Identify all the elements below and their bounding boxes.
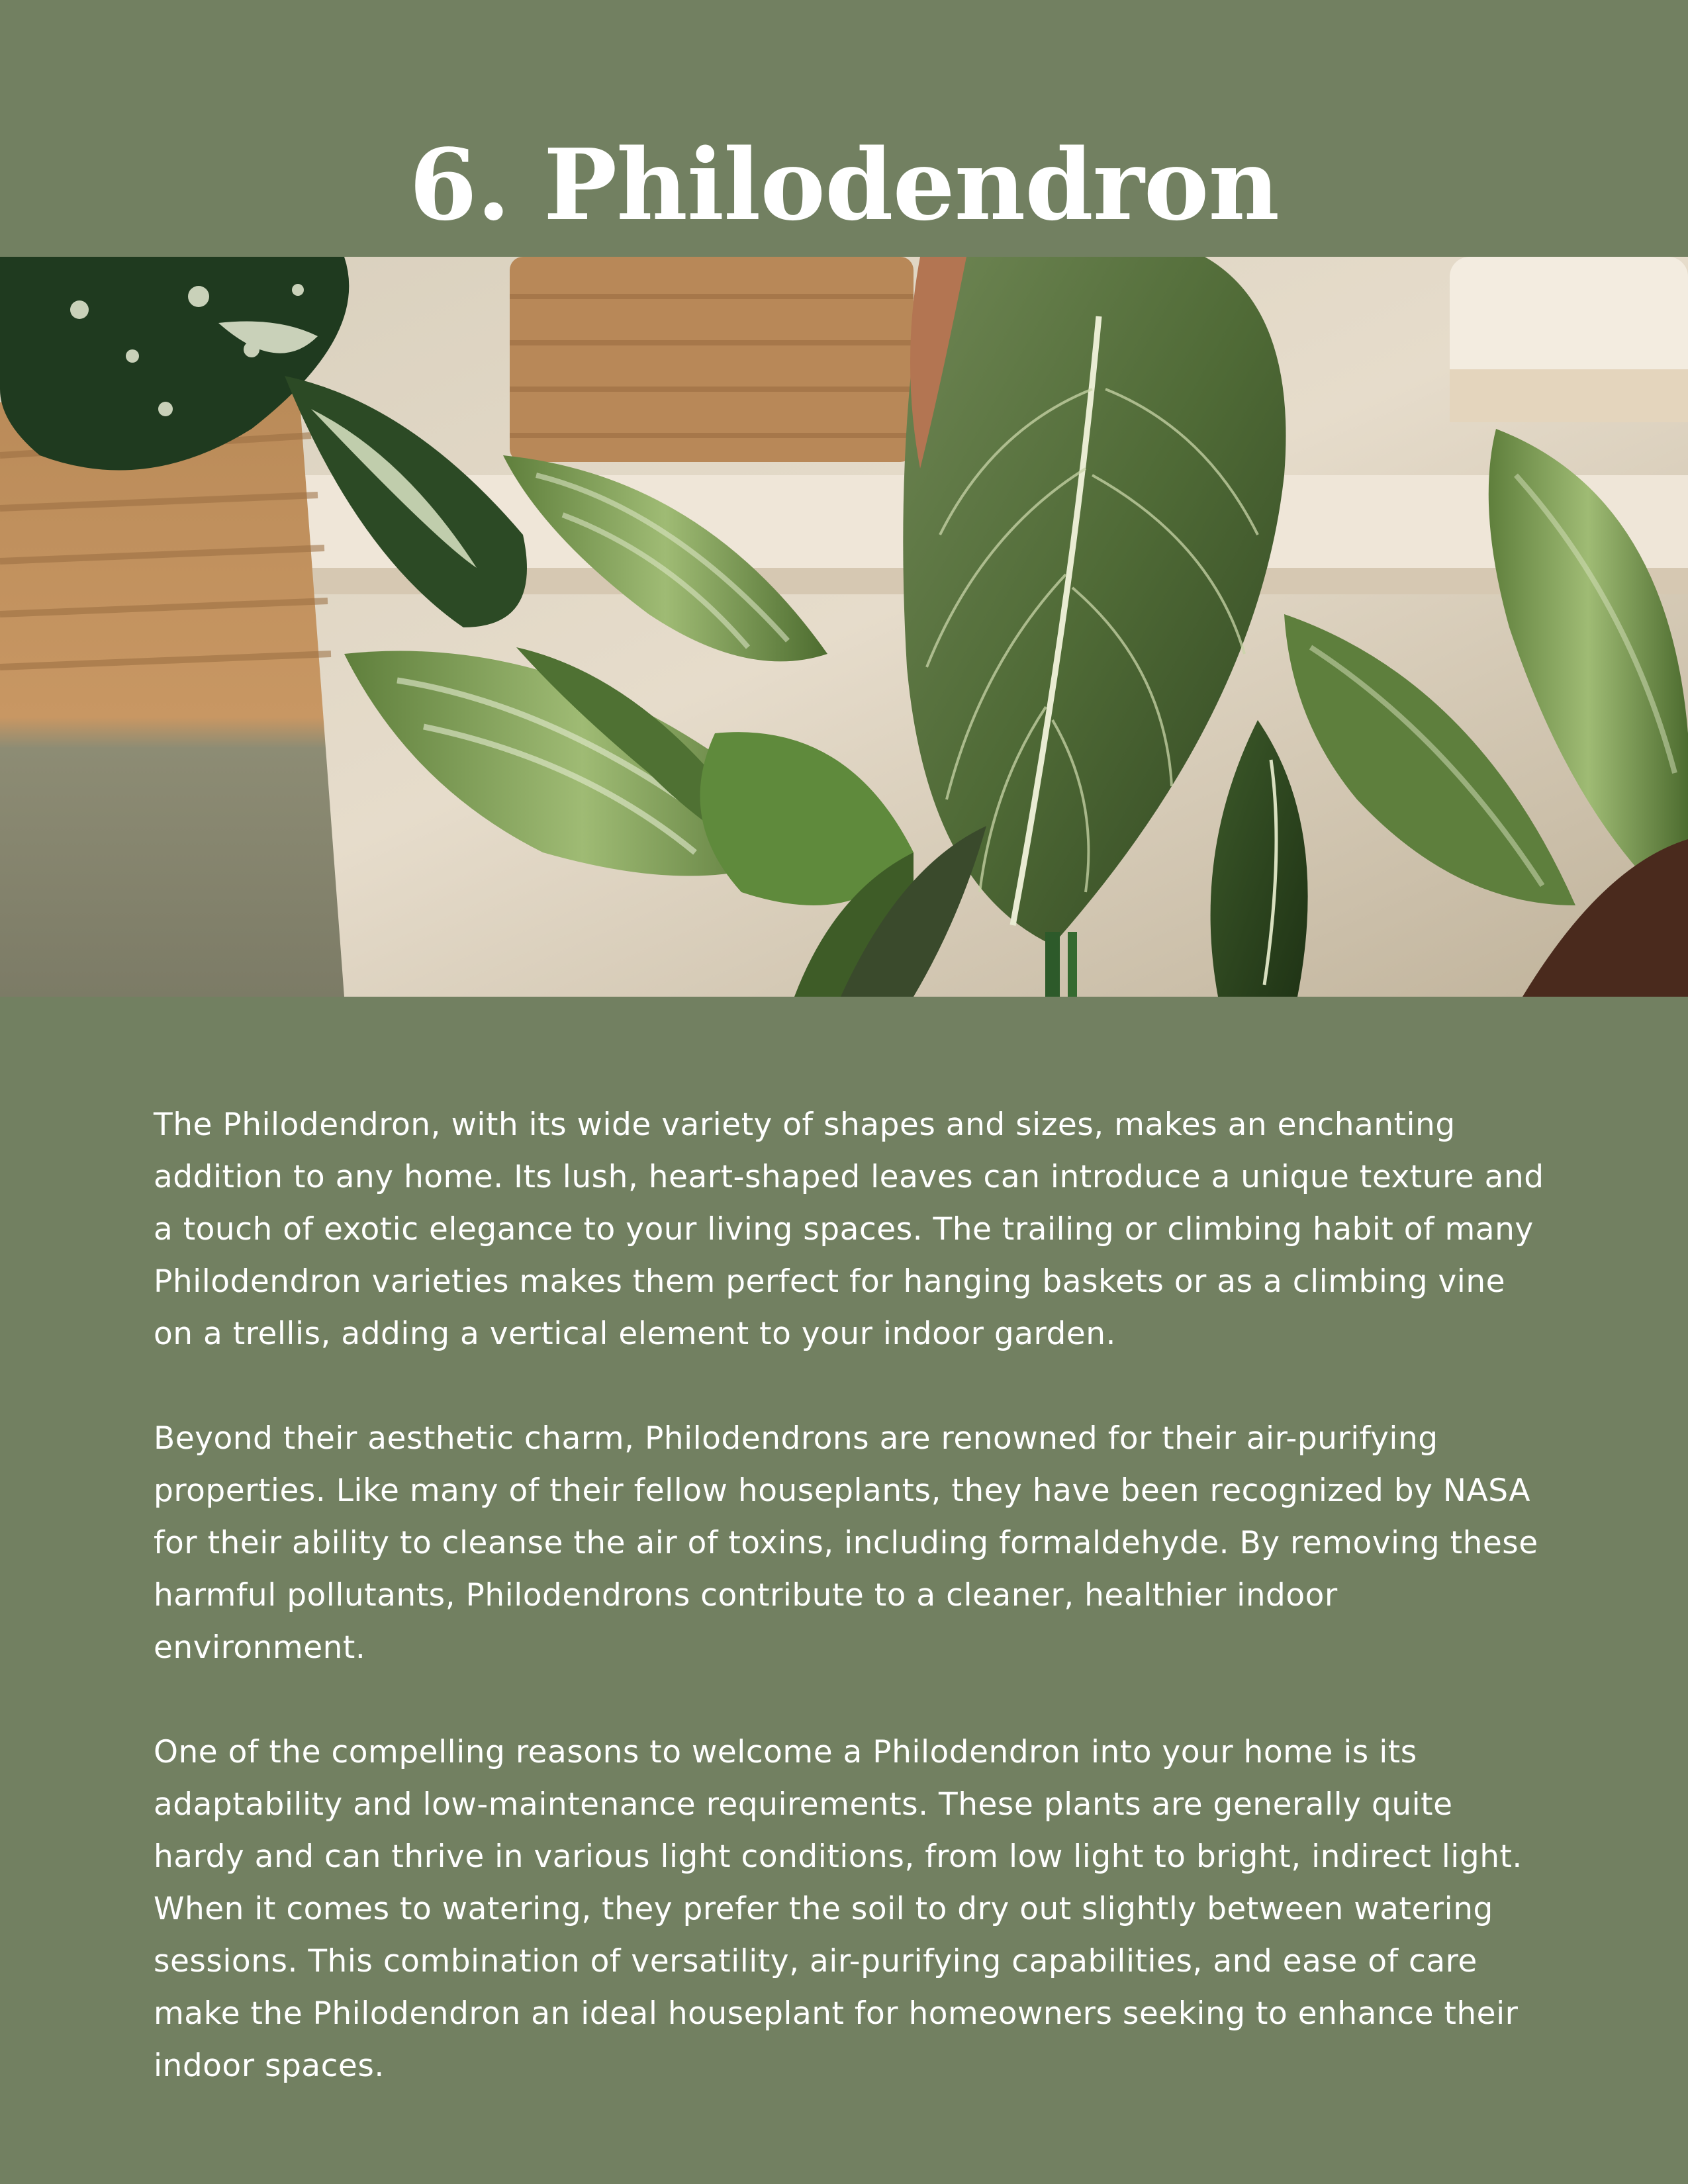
paragraph-care: One of the compelling reasons to welcome a Philodendron into your home is its adaptability and low-maintenance requirements. These plants are generally quite hardy and can thrive in various light conditions, from low light to bright, indirect light. When it comes to watering, they prefer the soil to dry out slightly between watering sessions. This combination of versatility, air-purifying capabilities, and ease of care make the Philodendron an ideal houseplant for homeowners seeking to enhance their indoor spaces. [154, 1734, 1523, 2084]
plant-photo [0, 257, 1688, 997]
article-body [154, 1099, 1550, 2144]
page-title: 6. Philodendron [408, 127, 1280, 243]
paragraph-air-purifying: Beyond their aesthetic charm, Philodendrons are renowned for their air-purifying properties. Like many of their fellow houseplants, they have been recognized by NASA for their ability to cleanse the air of toxins, including formaldehyde. By removing these harmful pollutants, Philodendrons contribute to a cleaner, healthier indoor environment. [154, 1420, 1538, 1666]
paragraph-intro: The Philodendron, with its wide variety of shapes and sizes, makes an enchanting addition to any home. Its lush, heart-shaped leaves can introduce a unique texture and a touch of exotic elegance to your living spaces. The trailing or climbing habit of many Philodendron varieties makes them perfect for hanging baskets or as a climbing vine on a trellis, adding a vertical element to your indoor garden. [154, 1107, 1544, 1352]
philodendron-image [0, 257, 1688, 997]
